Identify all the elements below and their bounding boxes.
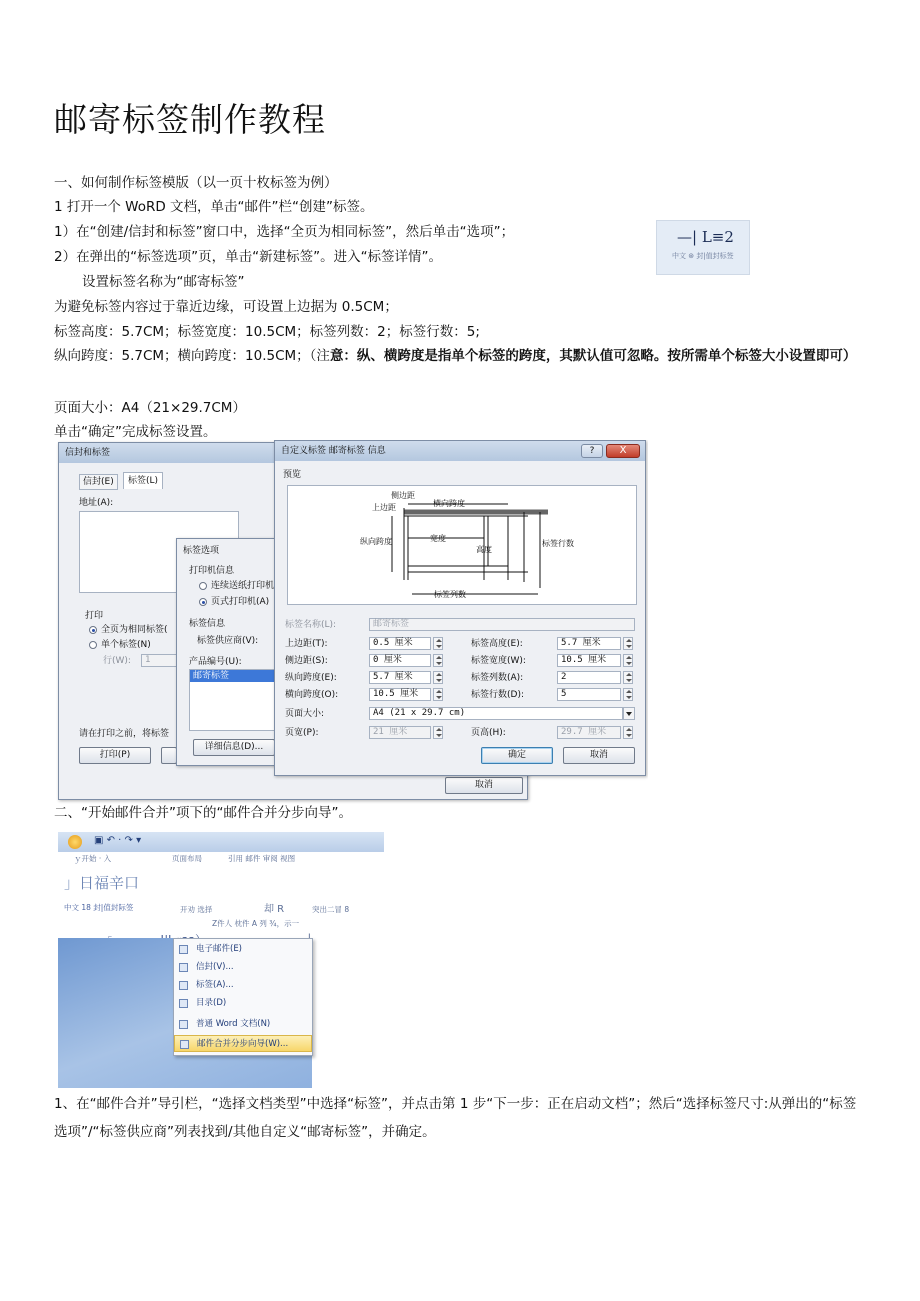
- ribbon-thumbnail-image: [656, 220, 750, 275]
- thumb-text-1: —| L≡2: [677, 228, 734, 246]
- label-width-spinner[interactable]: [623, 654, 633, 667]
- details-button[interactable]: 详细信息(D)...: [193, 739, 275, 756]
- columns-label: 标签列数(A):: [471, 673, 524, 683]
- radio-continuous-label: 连续送纸打印机: [211, 581, 275, 591]
- label-options-dialog: [176, 538, 286, 766]
- paragraph-step-1-1: 1）在“创建/信封和标签”窗口中，选择“全页为相同标签”，然后单击“选项”；: [54, 224, 515, 240]
- page-height-spinner[interactable]: [623, 726, 633, 739]
- ribbon-big-row: 」日福辛口: [64, 874, 140, 892]
- label-layout-diagram: [288, 486, 636, 604]
- custom-label-dialog: [274, 440, 646, 776]
- page-width-field[interactable]: 21 厘米: [369, 726, 431, 739]
- page-size-select[interactable]: A4 (21 x 29.7 cm): [369, 707, 623, 720]
- radio-full-page[interactable]: [89, 626, 97, 634]
- paragraph-page-size: 页面大小：A4（21×29.7CM）: [54, 400, 246, 416]
- diagram-vertical-pitch: 纵向跨度: [360, 537, 392, 546]
- menu-item-label: 普通 Word 文档(N): [196, 1019, 271, 1029]
- menu-item-label: 信封(V)...: [196, 962, 234, 972]
- email-icon: [179, 945, 188, 954]
- paragraph-confirm: 单击“确定”完成标签设置。: [54, 424, 217, 440]
- print-note: 请在打印之前，将标签: [79, 729, 170, 739]
- start-mail-merge-menu: [173, 938, 313, 1056]
- radio-single-label-text: 单个标签(N): [101, 640, 151, 650]
- partial-button[interactable]: [161, 747, 177, 764]
- row-label: 行(W):: [103, 656, 131, 666]
- preview-box: [287, 485, 637, 605]
- preview-label: 预览: [283, 470, 302, 480]
- section-heading-2: 二、“开始邮件合并”项下的“邮件合并分步向导”。: [54, 805, 352, 821]
- labels-icon: [179, 981, 188, 990]
- ribbon-row2-a: 中文 18 封|值封际签: [64, 903, 134, 912]
- label-width-label: 标签宽度(W):: [471, 656, 526, 666]
- help-button[interactable]: ?: [581, 444, 603, 458]
- page-height-field[interactable]: 29.7 厘米: [557, 726, 621, 739]
- top-margin-spinner[interactable]: [433, 637, 443, 650]
- horizontal-pitch-field[interactable]: 10.5 厘米: [369, 688, 431, 701]
- page-width-spinner[interactable]: [433, 726, 443, 739]
- section-heading-1: 一、如何制作标签模版（以一页十枚标签为例）: [54, 175, 338, 191]
- printer-info-label: 打印机信息: [189, 566, 235, 576]
- ribbon-row2-b: 开劝 选择: [180, 905, 213, 914]
- diagram-side-margin: 侧边距: [391, 491, 415, 500]
- page-height-label: 页高(H):: [471, 728, 506, 738]
- diagram-rows: 标签行数: [542, 539, 574, 548]
- chevron-down-icon[interactable]: [623, 707, 635, 720]
- diagram-width: 宽度: [430, 534, 446, 543]
- document-icon: [179, 1020, 188, 1029]
- paragraph-step-1: 1 打开一个 WoRD 文档，单击“邮件”栏“创建”标签。: [54, 199, 374, 215]
- menu-item-mail-merge-wizard[interactable]: [174, 1035, 312, 1052]
- ribbon-tab-layout[interactable]: 页面布局: [172, 854, 202, 863]
- office-button-icon[interactable]: [68, 835, 82, 849]
- radio-full-page-label: 全页为相同标签(: [101, 625, 168, 635]
- diagram-height: 高度: [476, 545, 492, 554]
- product-no-label: 产品编号(U):: [189, 657, 242, 667]
- side-margin-field[interactable]: 0 厘米: [369, 654, 431, 667]
- horizontal-pitch-label: 横向跨度(O):: [285, 690, 339, 700]
- paragraph-label-name: 设置标签名称为“邮寄标签”: [82, 274, 245, 290]
- radio-page-printer[interactable]: [199, 598, 207, 606]
- rows-spinner[interactable]: [623, 688, 633, 701]
- dialog-title: 信封和标签: [59, 443, 527, 463]
- options-title: 标签选项: [183, 546, 220, 556]
- paragraph-step-1-2: 2）在弹出的“标签选项”页，单击“新建标签”。进入“标签详情”。: [54, 249, 443, 265]
- menu-item-labels[interactable]: [174, 977, 312, 994]
- columns-field[interactable]: 2: [557, 671, 621, 684]
- vertical-pitch-field[interactable]: 5.7 厘米: [369, 671, 431, 684]
- diagram-horizontal-pitch: 横向跨度: [433, 499, 465, 508]
- label-height-field[interactable]: 5.7 厘米: [557, 637, 621, 650]
- ribbon-row3: Z件人 枕件 A 列 ¾，示一: [212, 919, 300, 928]
- columns-spinner[interactable]: [623, 671, 633, 684]
- radio-continuous[interactable]: [199, 582, 207, 590]
- vertical-pitch-spinner[interactable]: [433, 671, 443, 684]
- side-margin-label: 侧边距(S):: [285, 656, 328, 666]
- product-list[interactable]: [189, 669, 285, 731]
- menu-item-label: 邮件合并分步向导(W)...: [197, 1039, 289, 1049]
- menu-item-directory[interactable]: [174, 995, 312, 1012]
- menu-item-label: 电子邮件(E): [196, 944, 243, 954]
- ribbon-row2-d: 突出二冒 8: [312, 905, 350, 914]
- page-width-label: 页宽(P):: [285, 728, 319, 738]
- address-label: 地址(A):: [79, 498, 114, 508]
- ribbon-row2-c: 却 R: [264, 904, 285, 915]
- top-margin-label: 上边距(T):: [285, 639, 328, 649]
- menu-item-email[interactable]: [174, 941, 312, 958]
- ribbon-tabs-right[interactable]: 引用 邮件 审阅 视图: [228, 854, 296, 863]
- envelope-cancel-button[interactable]: 取消: [445, 777, 523, 794]
- row-field[interactable]: 1: [141, 654, 181, 667]
- label-name-field[interactable]: 邮寄标签: [369, 618, 635, 631]
- paragraph-pitch-note: [54, 343, 866, 369]
- rows-label: 标签行数(D):: [471, 690, 524, 700]
- close-button[interactable]: X: [606, 444, 640, 458]
- label-height-spinner[interactable]: [623, 637, 633, 650]
- paragraph-mail-merge-step: 1、在“邮件合并”导引栏，“选择文档类型”中选择“标签”，并点击第 1 步“下一步：正在启动文档”；然后“选择标签尺寸:从弹出的“标签选项”/“标签供应商”列表找到/其他自定义“邮寄标签”，并确定。: [54, 1096, 857, 1140]
- vertical-pitch-label: 纵向跨度(E):: [285, 673, 337, 683]
- label-width-field[interactable]: 10.5 厘米: [557, 654, 621, 667]
- radio-page-printer-label: 页式打印机(A): [211, 597, 270, 607]
- vendor-label: 标签供应商(V):: [197, 636, 259, 646]
- directory-icon: [179, 999, 188, 1008]
- page-title: 邮寄标签制作教程: [54, 100, 326, 139]
- custom-cancel-button[interactable]: 取消: [563, 747, 635, 764]
- radio-single-label[interactable]: [89, 641, 97, 649]
- horizontal-pitch-spinner[interactable]: [433, 688, 443, 701]
- quick-access-icons[interactable]: ▣ ↶ · ↷ ▾: [94, 835, 142, 846]
- print-group-label: 打印: [85, 611, 104, 621]
- envelope-icon: [179, 963, 188, 972]
- paragraph-top-margin: 为避免标签内容过于靠近边缘，可设置上边据为 0.5CM；: [54, 299, 398, 315]
- menu-item-label: 目录(D): [196, 998, 227, 1008]
- product-list-item[interactable]: 邮寄标签: [190, 670, 284, 682]
- diagram-top-margin: 上边距: [372, 503, 396, 512]
- pitch-note-bold: 意：纵、横跨度是指单个标签的跨度，其默认值可忽略。按所需单个标签大小设置即可）: [329, 348, 857, 364]
- mail-merge-screenshot: [58, 832, 384, 1088]
- quick-access-bar: [58, 832, 384, 852]
- diagram-columns: 标签列数: [434, 590, 466, 599]
- thumb-text-2: 中文 ⊛ 封|值封标签: [672, 252, 734, 260]
- print-button[interactable]: 打印(P): [79, 747, 151, 764]
- label-dialog-screenshot: [56, 440, 648, 804]
- pitch-text: 纵向跨度：5.7CM；横向跨度：10.5CM；（注: [54, 348, 330, 364]
- label-info-label: 标签信息: [189, 619, 226, 629]
- label-height-label: 标签高度(E):: [471, 639, 523, 649]
- tab-label[interactable]: 标签(L): [123, 472, 163, 489]
- menu-item-envelope[interactable]: [174, 959, 312, 976]
- custom-dialog-title: 自定义标签 邮寄标签 信息: [275, 441, 645, 461]
- ok-button[interactable]: 确定: [481, 747, 553, 764]
- page-size-label: 页面大小:: [285, 709, 325, 719]
- side-margin-spinner[interactable]: [433, 654, 443, 667]
- ribbon-tabs-left[interactable]: ｙ开始 · 入: [74, 854, 112, 863]
- menu-item-normal-document[interactable]: [174, 1016, 312, 1033]
- rows-field[interactable]: 5: [557, 688, 621, 701]
- menu-item-label: 标签(A)...: [196, 980, 234, 990]
- top-margin-field[interactable]: 0.5 厘米: [369, 637, 431, 650]
- tab-envelope[interactable]: 信封(E): [79, 474, 118, 490]
- wizard-icon: [180, 1040, 189, 1049]
- paragraph-label-size: 标签高度：5.7CM；标签宽度：10.5CM；标签列数：2；标签行数：5;: [54, 324, 480, 340]
- label-name-label: 标签名称(L):: [285, 620, 337, 630]
